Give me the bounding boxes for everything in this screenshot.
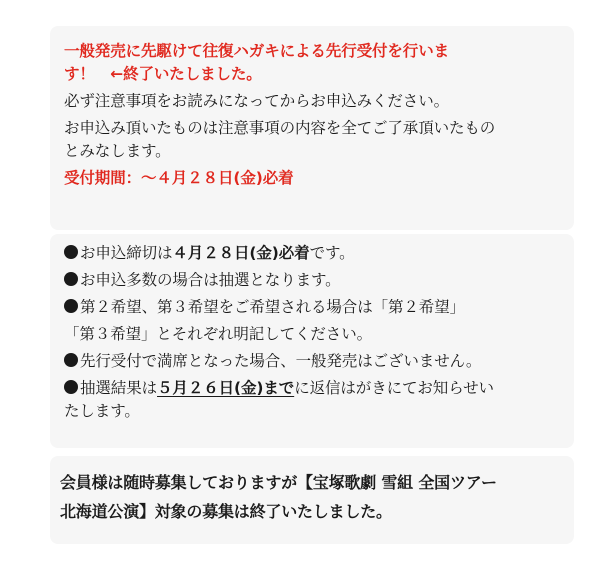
member-notice-line-2: 北海道公演】対象の募集は終了いたしました。 bbox=[60, 502, 392, 521]
headline-line-2: す！ ←終了いたしました。 bbox=[64, 65, 262, 83]
deadline-prefix: お申込締切は bbox=[80, 244, 173, 262]
note-item-lottery bbox=[64, 269, 564, 292]
preferences-text-2: 「第３希望」とそれぞれ明記してください。 bbox=[64, 325, 373, 343]
note-line-2: お申込み頂いたものは注意事項の内容を全てご了承頂いたもの bbox=[64, 119, 496, 137]
bullet-icon bbox=[64, 272, 78, 286]
results-suffix: に返信はがきにてお知らせい bbox=[294, 379, 494, 397]
results-text-2: たします。 bbox=[64, 402, 140, 420]
note-item-results bbox=[64, 377, 564, 400]
notes-card bbox=[50, 234, 574, 448]
announcement-card bbox=[50, 26, 574, 230]
member-notice-line-1: 会員様は随時募集しておりますが【宝塚歌劇 雪組 全国ツアー bbox=[60, 473, 497, 492]
deadline-date: ４月２８日(金)必着 bbox=[172, 244, 310, 262]
note-line-1: 必ず注意事項をお読みになってからお申込みください。 bbox=[64, 92, 450, 110]
note-item-deadline bbox=[64, 242, 564, 265]
deadline-suffix: です。 bbox=[309, 244, 355, 262]
results-date: ５月２６日(金)まで bbox=[157, 379, 295, 397]
bullet-icon bbox=[64, 380, 78, 394]
bullet-icon bbox=[64, 353, 78, 367]
preferences-text-1: 第２希望、第３希望をご希望される場合は「第２希望」 bbox=[80, 298, 466, 316]
note-line-3: とみなします。 bbox=[64, 142, 171, 160]
bullet-icon bbox=[64, 245, 78, 259]
application-period: 受付期間：～４月２８日(金)必着 bbox=[64, 169, 294, 187]
bullet-icon bbox=[64, 299, 78, 313]
note-item-preferences bbox=[64, 296, 564, 319]
note-item-soldout bbox=[64, 350, 564, 373]
soldout-text: 先行受付で満席となった場合、一般発売はございません。 bbox=[80, 352, 482, 370]
results-prefix: 抽選結果は bbox=[80, 379, 158, 397]
headline-line-1: 一般発売に先駆けて往復ハガキによる先行受付を行いま bbox=[64, 42, 450, 60]
lottery-text: お申込多数の場合は抽選となります。 bbox=[80, 271, 341, 289]
member-notice-card bbox=[50, 456, 574, 544]
